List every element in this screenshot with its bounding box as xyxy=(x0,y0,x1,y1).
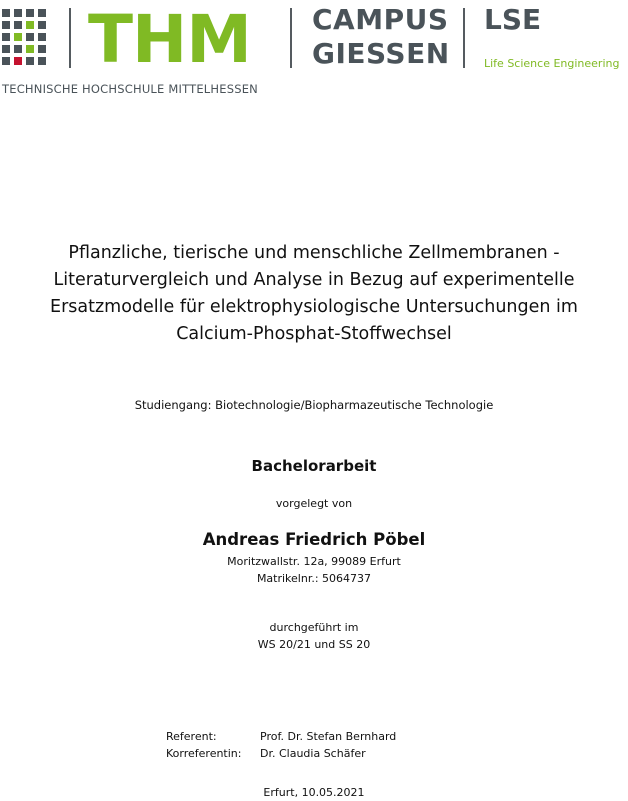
degree-program: Studiengang: Biotechnologie/Biopharmazeutische Technologie xyxy=(134,398,494,412)
conducted-label: durchgeführt im xyxy=(269,621,359,634)
thm-dot-grid-logo xyxy=(2,9,48,69)
committee-role: Korreferentin: xyxy=(166,747,242,760)
author-name: Andreas Friedrich Pöbel xyxy=(202,530,426,549)
logo-dot xyxy=(38,45,46,53)
thesis-title-line: Pflanzliche, tierische und menschliche Zellmembranen - xyxy=(68,243,560,263)
logo-divider xyxy=(463,8,465,68)
submitted-by-label: vorgelegt von xyxy=(275,497,353,510)
committee-row xyxy=(166,745,396,762)
logo-dot xyxy=(26,21,34,29)
thm-wordmark: THM xyxy=(88,1,251,78)
logo-dot xyxy=(14,21,22,29)
university-full-name: TECHNISCHE HOCHSCHULE MITTELHESSEN xyxy=(2,82,258,96)
thesis-title xyxy=(4,240,624,348)
department-short-label: LSE xyxy=(484,3,542,36)
committee-name: Dr. Claudia Schäfer xyxy=(260,747,366,760)
campus-label: CAMPUS xyxy=(312,3,449,36)
examination-committee xyxy=(166,728,396,762)
author-matriculation: Matrikelnr.: 5064737 xyxy=(256,572,372,585)
logo-dot xyxy=(2,33,10,41)
logo-dot xyxy=(14,57,22,65)
committee-role: Referent: xyxy=(166,730,217,743)
university-logo-header xyxy=(0,0,628,100)
logo-dot xyxy=(38,33,46,41)
logo-dot xyxy=(14,45,22,53)
logo-dot xyxy=(26,33,34,41)
department-full-label: Life Science Engineering xyxy=(484,57,620,70)
place-and-date: Erfurt, 10.05.2021 xyxy=(263,786,365,799)
logo-dot xyxy=(2,45,10,53)
thesis-title-line: Calcium-Phosphat-Stoffwechsel xyxy=(176,324,452,344)
semesters: WS 20/21 und SS 20 xyxy=(257,638,371,651)
campus-city-label: GIESSEN xyxy=(312,37,450,70)
logo-dot xyxy=(14,9,22,17)
logo-dot xyxy=(38,21,46,29)
logo-dot xyxy=(2,9,10,17)
logo-dot xyxy=(26,45,34,53)
logo-dot xyxy=(38,57,46,65)
logo-dot xyxy=(2,57,10,65)
thesis-title-line: Literaturvergleich und Analyse in Bezug auf experimentelle xyxy=(53,270,575,290)
author-address: Moritzwallstr. 12a, 99089 Erfurt xyxy=(227,555,401,568)
committee-name: Prof. Dr. Stefan Bernhard xyxy=(260,730,397,743)
logo-dot xyxy=(26,57,34,65)
thesis-type: Bachelorarbeit xyxy=(251,457,377,475)
logo-dot xyxy=(38,9,46,17)
thesis-title-line: Ersatzmodelle für elektrophysiologische Untersuchungen im xyxy=(50,297,578,317)
logo-dot xyxy=(14,33,22,41)
logo-divider xyxy=(69,8,71,68)
logo-dot xyxy=(26,9,34,17)
logo-divider xyxy=(290,8,292,68)
logo-dot xyxy=(2,21,10,29)
committee-row xyxy=(166,728,396,745)
